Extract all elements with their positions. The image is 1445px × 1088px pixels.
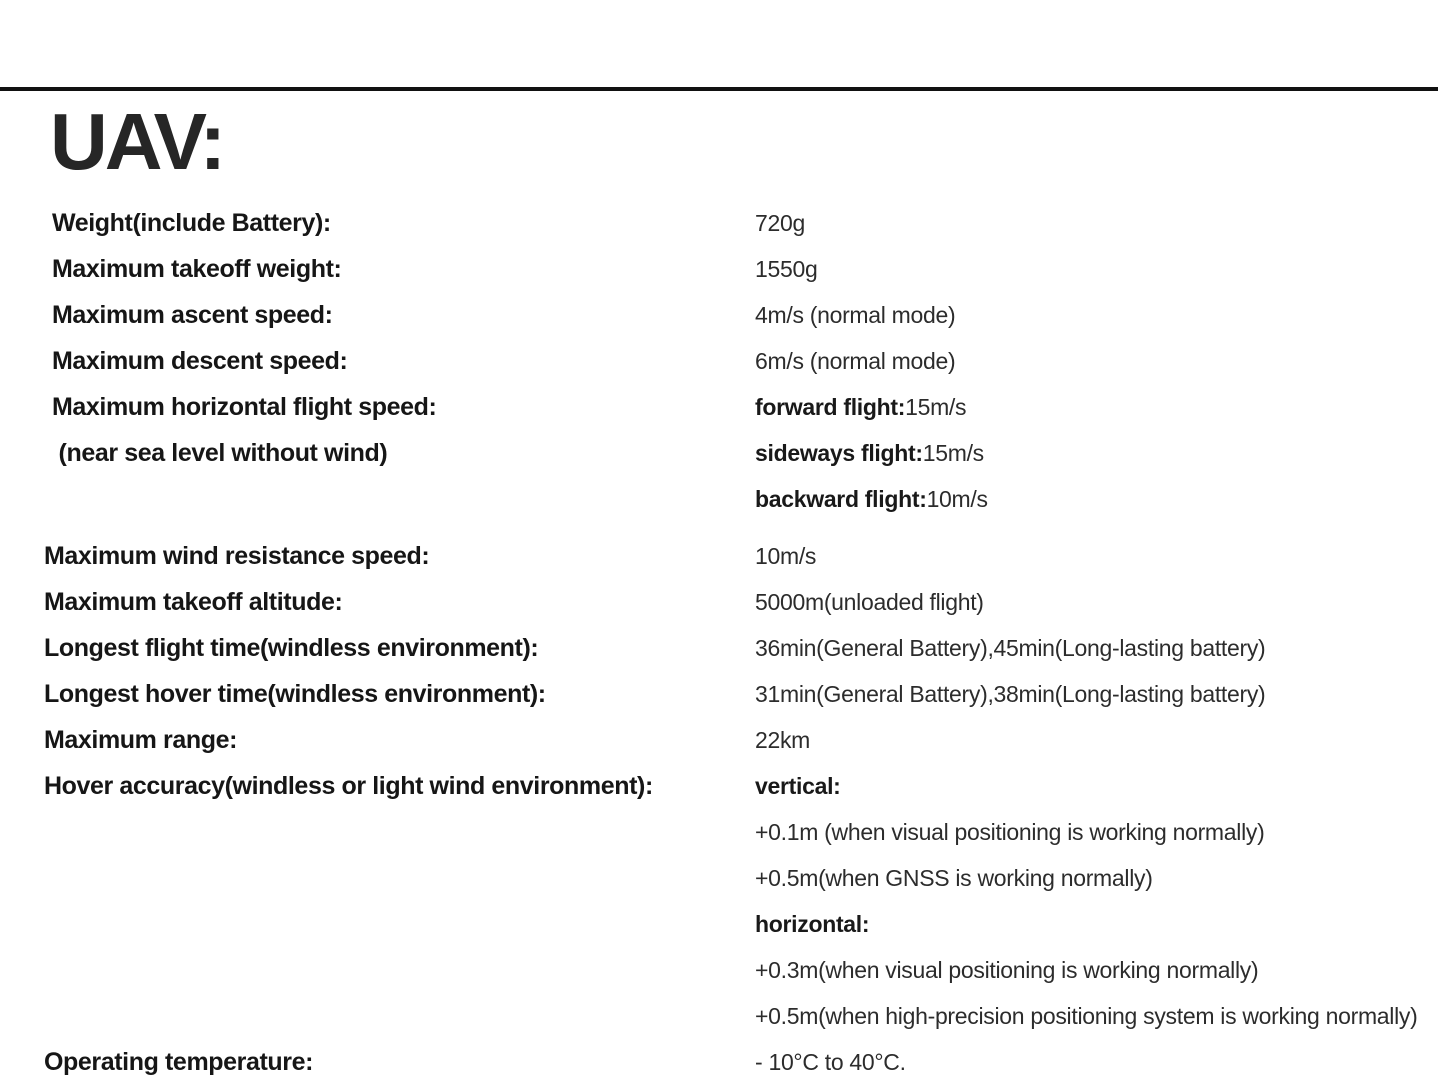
spec-value-prefix: vertical: <box>755 772 841 799</box>
spec-row <box>0 430 1445 476</box>
spec-value-text: 36min(General Battery),45min(Long-lasting battery) <box>755 634 1266 661</box>
spec-label: Maximum range: <box>44 725 238 754</box>
spec-label: Maximum takeoff weight: <box>52 254 342 283</box>
spec-row <box>0 533 1445 579</box>
spec-row <box>0 855 1445 901</box>
spec-value <box>755 635 1265 662</box>
spec-label: Maximum wind resistance speed: <box>44 541 430 570</box>
spec-value-prefix: horizontal: <box>755 910 870 937</box>
spec-value-text: +0.5m(when high-precision positioning system is working normally) <box>755 1002 1418 1029</box>
spec-value <box>755 819 1264 846</box>
spec-row <box>0 384 1445 430</box>
spec-value-text: 4m/s (normal mode) <box>755 301 956 328</box>
spec-value <box>755 773 841 800</box>
spec-value-prefix: backward flight: <box>755 485 927 512</box>
spec-row <box>0 579 1445 625</box>
spec-label: Operating temperature: <box>44 1047 314 1076</box>
spec-value <box>755 1003 1417 1030</box>
spec-value-text: 1550g <box>755 255 818 282</box>
spec-row <box>0 993 1445 1039</box>
spec-value-text: +0.5m(when GNSS is working normally) <box>755 864 1153 891</box>
spec-value <box>755 440 984 467</box>
spec-value-text: +0.1m (when visual positioning is working normally) <box>755 818 1265 845</box>
spec-value-text: 5000m(unloaded flight) <box>755 588 984 615</box>
spec-value-text: 22km <box>755 726 811 753</box>
spec-label: Maximum ascent speed: <box>52 300 333 329</box>
spec-row <box>0 763 1445 809</box>
spec-value-text: 15m/s <box>922 439 984 466</box>
spec-value-text: 10m/s <box>926 485 988 512</box>
spec-value-text: - 10°C to 40°C. <box>755 1048 906 1075</box>
spec-value-text: 6m/s (normal mode) <box>755 347 956 374</box>
spec-value <box>755 727 810 754</box>
spec-row <box>0 292 1445 338</box>
spec-label: Longest flight time(windless environment): <box>44 633 539 662</box>
spec-label: Hover accuracy(windless or light wind environment): <box>44 771 653 800</box>
spec-label: (near sea level without wind) <box>52 438 388 467</box>
top-divider <box>0 87 1438 91</box>
spec-value <box>755 681 1265 708</box>
spec-value-text: 10m/s <box>755 542 817 569</box>
spec-value-prefix: forward flight: <box>755 393 906 420</box>
spec-value <box>755 210 805 237</box>
spec-value <box>755 348 955 375</box>
spec-row <box>0 200 1445 246</box>
spec-row <box>0 671 1445 717</box>
spec-value-text: +0.3m(when visual positioning is working normally) <box>755 956 1259 983</box>
spec-row <box>0 1039 1445 1085</box>
spec-label: Longest hover time(windless environment): <box>44 679 546 708</box>
spec-row <box>0 947 1445 993</box>
spec-label: Maximum descent speed: <box>52 346 348 375</box>
spec-label: Maximum takeoff altitude: <box>44 587 343 616</box>
spec-value <box>755 543 816 570</box>
spec-value <box>755 911 869 938</box>
spec-label: Weight(include Battery): <box>52 208 331 237</box>
spec-row <box>0 809 1445 855</box>
spec-row <box>0 901 1445 947</box>
spec-value-prefix: sideways flight: <box>755 439 923 466</box>
spec-value <box>755 1049 906 1076</box>
spec-row <box>0 476 1445 522</box>
spec-value <box>755 865 1153 892</box>
spec-table <box>0 200 1445 1085</box>
spec-row <box>0 625 1445 671</box>
spec-value-text: 15m/s <box>905 393 967 420</box>
spec-row <box>0 717 1445 763</box>
spec-value <box>755 302 955 329</box>
spec-label: Maximum horizontal flight speed: <box>52 392 437 421</box>
spec-row <box>0 246 1445 292</box>
spec-value <box>755 394 966 421</box>
spec-value <box>755 589 984 616</box>
spec-value <box>755 486 988 513</box>
spec-value-text: 31min(General Battery),38min(Long-lasting battery) <box>755 680 1266 707</box>
spec-value <box>755 957 1258 984</box>
page-title: UAV: <box>50 97 224 186</box>
spec-value <box>755 256 817 283</box>
spec-row <box>0 338 1445 384</box>
spec-value-text: 720g <box>755 209 805 236</box>
